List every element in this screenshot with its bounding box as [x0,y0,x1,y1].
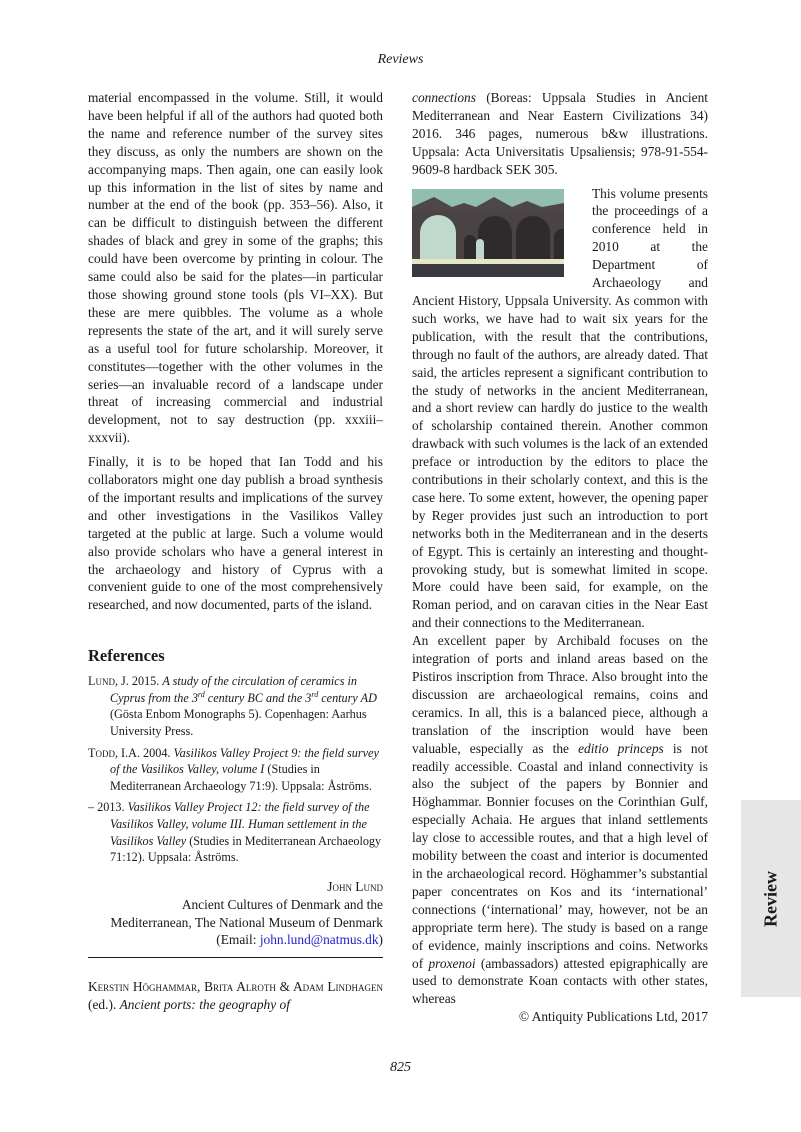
left-column [88,89,383,1014]
reviewer-email-line: (Email: john.lund@natmus.dk) [216,932,383,948]
body-paragraph: material encompassed in the volume. Still, it would have been helpful if all of the authors had quoted both the name and reference number of the survey sites they discuss, as only the numbers are shown on the accompanying maps. Then again, one can easily look up this information in the list of sites by name and number at the end of the book (pp. 353–56). Also, it can be difficult to distinguish between the different shades of black and grey in some of the graphs; this could have been overcome by printing in colour. The same could also be said for the plates—in particular those showing ground stone tools (pls VI–XX). But these are mere quibbles. The volume as a whole represents the state of the art, and it will surely serve as a useful tool for future scholarship. Moreover, it constitutes—together with the other volumes in the series—an invaluable record of a landscape under threat of increasing commercial and industrial development, not to say destruction (pp. xxxiii–xxxvii). [88,90,383,446]
copyright-notice: © Antiquity Publications Ltd, 2017 [518,1009,708,1025]
book-cover-image [412,189,564,277]
page-number: 825 [390,1060,411,1075]
email-link[interactable]: john.lund@natmus.dk [259,932,379,948]
book-editors: Kerstin Höghammar, Brita Alroth & Adam Lindhagen [88,979,383,995]
reference-title: Vasilikos Valley Project 9: the field survey of the Vasilikos Valley, volume I [110,745,379,777]
reference-item: Lund, J. 2015. A study of the circulation of ceramics in Cyprus from the 3rd century BC and the 3rd century AD (Gösta Enbom Monographs 5). Copenhagen: Aarhus University Press. [88,674,377,738]
side-tab-label: Review [760,870,781,927]
review-body [412,185,708,633]
body-paragraph: Finally, it is to be hoped that Ian Todd and his collaborators might one day publish a broad synthesis of the important results and implications of the survey and other investigations in the Vasilikos Valley targeted at the public at large. Such a volume would also provide scholars who have a general interest in the archaeology and history of Cyprus with a convenient guide to one of the most comprehensively researched, and now documented, parts of the island. [88,454,383,613]
book-details: connections (Boreas: Uppsala Studies in Ancient Mediterranean and Near Eastern Civilizations 34) 2016. 346 pages, numerous b&w illustrations. Uppsala: Acta Universitatis Upsaliensis; 978-91-554-9609-8 hardback SEK 305. [412,90,708,177]
references-heading: References [88,646,165,666]
body-paragraph: An excellent paper by Archibald focuses on the integration of ports and inland areas based on the Pistiros inscription from Thrace. Also brought into the discussion are archaeological remains, coins and ceramics. In all, this is a balanced piece, although a translation of the inscription would have been valuable, especially as the editio princeps is not readily accessible. Coastal and inland connectivity is also the subject of the papers by Bonnier and Höghammar. Bonnier focuses on the Corinthian Gulf, especially Achaia. He argues that inland settlements lay close to accessible routes, and that a high level of mobility between the coast and interior is documented in the archaeological record. Höghammer’s substantial paper concentrates on Kos and its ‘international’ connections (‘international’ may, however, not be an appropriate term here). The study is based on a range of evidence, mainly inscriptions and coins. Networks of proxenoi (ambassadors) attested epigraphically are used to demonstrate Koan contacts with other states, whereas [412,633,708,1007]
running-head: Reviews [377,52,424,67]
reference-item: Todd, I.A. 2004. Vasilikos Valley Project 9: the field survey of the Vasilikos Valley, volume I (Studies in Mediterranean Archaeology 71:9). Uppsala: Åströms. [88,745,379,793]
review-book-heading: Kerstin Höghammar, Brita Alroth & Adam Lindhagen (ed.). Ancient ports: the geography of [88,979,383,1013]
book-title: connections [412,90,476,105]
reviewer-affiliation: Mediterranean, The National Museum of Denmark [110,914,383,930]
reference-title: Vasilikos Valley Project 12: the field survey of the Vasilikos Valley, volume III. Human settlement in the Vasilikos Valley [110,800,370,848]
reference-author: Lund [88,674,115,689]
body-paragraph: This volume presents the proceedings of a conference held in 2010 at the Department of Archaeology and Ancient History, Uppsala University. As common with such works, we have had to wait six years for the publication, with the result that the contributions, through no fault of the authors, are already dated. That said, the articles represent a significant contribution to the study of networks in the ancient Mediterranean, and a short review can hardly do justice to the wealth of scholarship contained therein. Another common drawback with such volumes is the lack of an extended preface or introduction by the editors to place the contributions in their scholarly context, and this is the case here. To some extent, however, the opening paper by Reger provides just such an introduction to port networks both in the Mediterranean and in the deserts of Egypt. This is certainly an interesting and thought-provoking study, but is somewhat limited in scope. More could have been said, for example, on the Roman period, and on caravan cities in the Near East and their connections to the Mediterranean. [412,185,708,631]
reference-item: – 2013. Vasilikos Valley Project 12: the field survey of the Vasilikos Valley, volume III. Human settlement in the Vasilikos Valley (Studies in Mediterranean Archaeology 71:12). Uppsala: Åströms. [88,800,382,865]
right-column [412,89,708,1026]
review-divider [88,957,383,958]
reviewer-name: John Lund [327,878,383,894]
reviewer-affiliation: Ancient Cultures of Denmark and the [181,896,383,912]
reviewer-signature [88,878,383,950]
reference-title: A study of the circulation of ceramics in Cyprus from the 3rd century BC and the 3rd century AD [110,674,377,705]
book-title: Ancient ports: the geography of [119,997,290,1013]
reference-author: Todd [88,745,115,760]
section-side-tab [741,800,801,997]
